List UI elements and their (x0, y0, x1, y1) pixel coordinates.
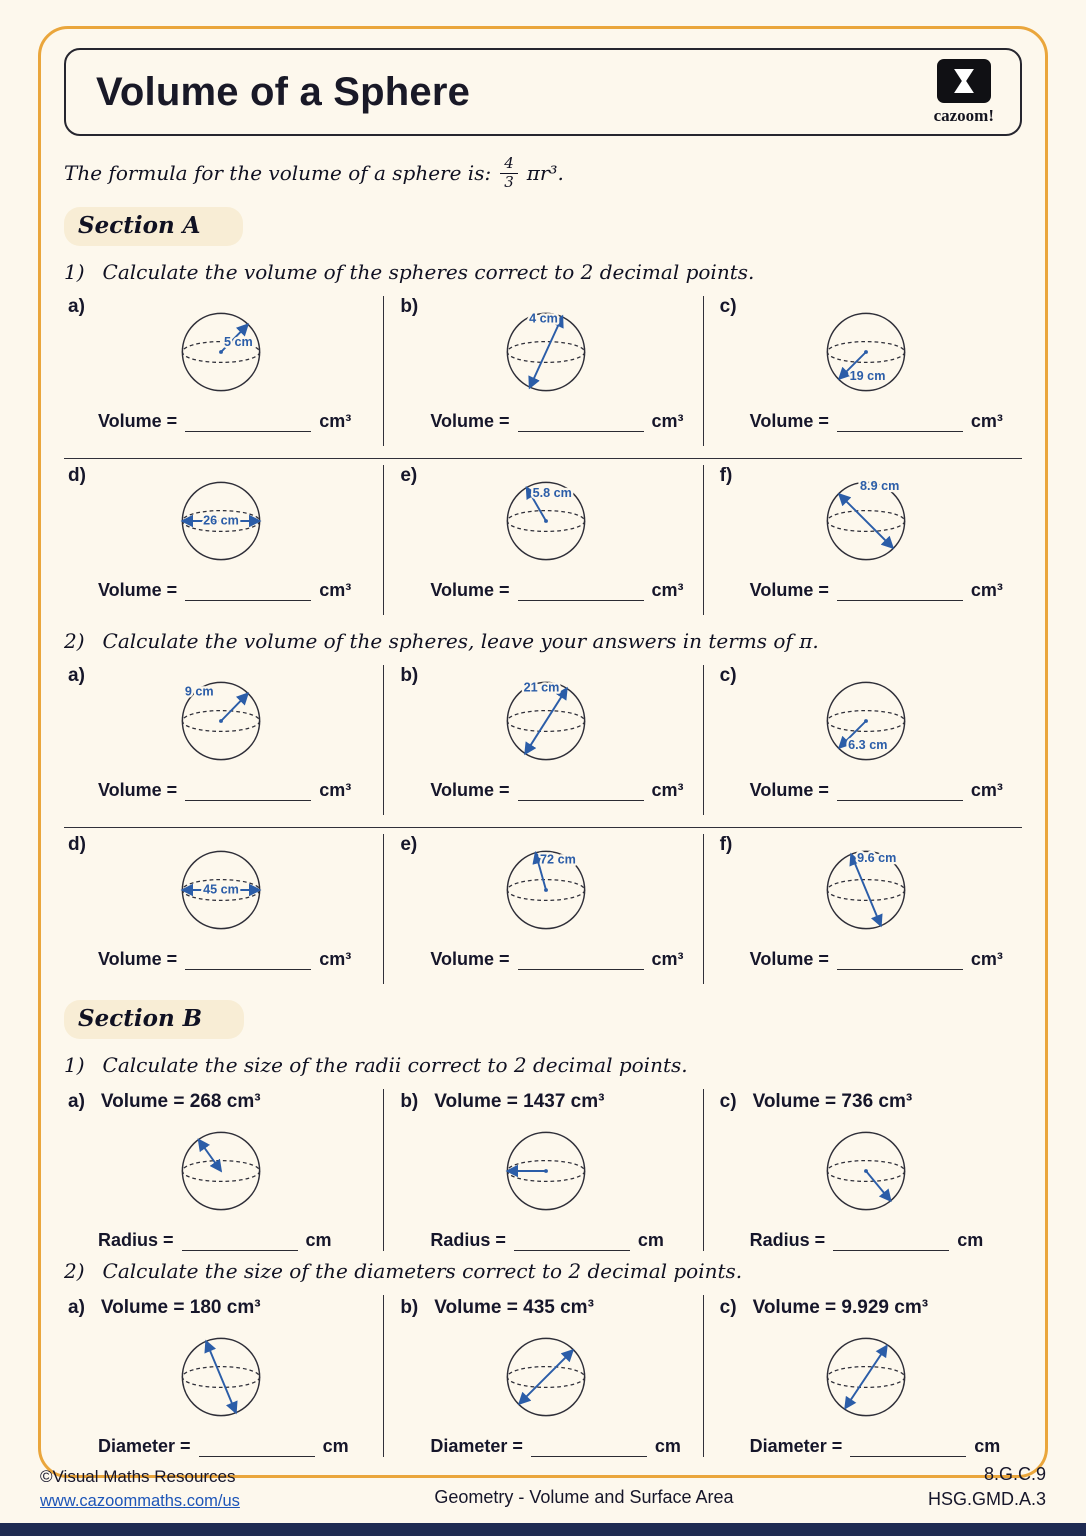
sphere-drawing (169, 469, 273, 573)
answer-unit: cm³ (319, 410, 352, 431)
problem-cell (703, 1089, 1022, 1251)
problem-row (64, 296, 1022, 459)
answer-unit: cm³ (651, 410, 684, 431)
measurement-label: 8.9 cm (859, 478, 900, 493)
formula-intro (64, 156, 1022, 191)
answer-label: Diameter = (98, 1435, 191, 1456)
question-a2 (64, 629, 1022, 653)
answer-blank (185, 410, 311, 432)
question-number: 1) (64, 1052, 85, 1077)
given-row (716, 1091, 1016, 1113)
answer-row (98, 410, 377, 432)
answer-unit: cm³ (651, 948, 684, 969)
problem-cell (383, 296, 702, 446)
sphere-figure (716, 469, 1016, 573)
answer-label: Volume = (430, 948, 510, 969)
center-dot (545, 1169, 549, 1173)
given-volume: Volume = 1437 cm³ (434, 1090, 605, 1112)
problem-letter: d) (68, 464, 86, 486)
sphere-drawing (814, 300, 918, 404)
measurement-label: 26 cm (202, 513, 239, 528)
given-row (716, 1297, 1016, 1319)
question-text: Calculate the size of the diameters correct to 2 decimal points. (102, 1258, 743, 1283)
answer-label: Volume = (98, 779, 178, 800)
question-b1 (64, 1053, 1022, 1077)
sphere-drawing (814, 1325, 918, 1429)
answer-blank (185, 779, 311, 801)
answer-label: Volume = (98, 410, 178, 431)
sphere-figure (64, 838, 377, 942)
answer-label: Volume = (430, 579, 510, 600)
problem-cell (703, 834, 1022, 984)
answer-row (98, 779, 377, 801)
diameter-arrow (851, 854, 881, 925)
problem-row (64, 1089, 1022, 1251)
sphere-drawing (814, 669, 918, 773)
footer-standards (928, 1462, 1046, 1512)
question-a1 (64, 260, 1022, 284)
answer-unit: cm (637, 1229, 664, 1250)
sphere-drawing (494, 1325, 598, 1429)
center-dot (545, 888, 549, 892)
answer-row (750, 1435, 1016, 1457)
problem-letter: b) (400, 1296, 419, 1318)
problem-letter: c) (719, 1296, 737, 1318)
formula-tail: πr³. (526, 161, 564, 186)
sphere-drawing (494, 1119, 598, 1223)
problem-letter: d) (68, 833, 86, 855)
answer-unit: cm³ (970, 410, 1003, 431)
answer-blank (182, 1229, 298, 1251)
answer-label: Volume = (98, 579, 178, 600)
sphere-figure (716, 300, 1016, 404)
answer-blank (837, 579, 963, 601)
answer-blank (837, 779, 963, 801)
sphere-figure (716, 838, 1016, 942)
answer-row (98, 1229, 377, 1251)
problem-letter: c) (719, 1090, 737, 1112)
sphere-drawing (169, 1325, 273, 1429)
sphere-drawing (169, 300, 273, 404)
answer-row (98, 579, 377, 601)
answer-unit: cm³ (970, 579, 1003, 600)
problem-letter: c) (719, 664, 737, 686)
radius-arrow (198, 1139, 220, 1170)
section-b-heading: Section B (64, 1000, 244, 1039)
sphere-figure (396, 1325, 696, 1429)
question-text: Calculate the volume of the spheres, leave your answers in terms of π. (102, 628, 819, 653)
sphere-drawing (169, 1119, 273, 1223)
measurement-label: 19 cm (849, 368, 886, 383)
given-volume: Volume = 435 cm³ (434, 1296, 594, 1318)
answer-label: Volume = (749, 410, 829, 431)
answer-row (750, 948, 1016, 970)
problem-cell (383, 1295, 702, 1457)
problem-row (64, 1295, 1022, 1457)
sphere-figure (64, 1119, 377, 1223)
problem-cell (703, 1295, 1022, 1457)
sphere-figure (64, 469, 377, 573)
problem-row (64, 665, 1022, 828)
problem-cell (703, 465, 1022, 615)
problem-cell (64, 1089, 383, 1251)
answer-blank (514, 1229, 630, 1251)
center-dot (864, 1169, 868, 1173)
question-number: 1) (64, 259, 85, 284)
problem-cell (64, 665, 383, 815)
problem-letter: a) (68, 1296, 85, 1318)
answer-blank (837, 948, 963, 970)
sphere-drawing (814, 469, 918, 573)
given-volume: Volume = 180 cm³ (100, 1296, 261, 1318)
page-title: Volume of a Sphere (96, 69, 471, 114)
problem-row (64, 465, 1022, 615)
problem-letter: a) (68, 1090, 85, 1112)
answer-label: Diameter = (430, 1435, 523, 1456)
sphere-figure (396, 469, 696, 573)
problem-cell (383, 834, 702, 984)
sphere-figure (396, 1119, 696, 1223)
problem-cell (64, 1295, 383, 1457)
answer-blank (518, 948, 644, 970)
problem-cell (64, 296, 383, 446)
problem-cell (703, 296, 1022, 446)
answer-label: Volume = (430, 410, 510, 431)
answer-unit: cm³ (319, 579, 352, 600)
diameter-arrow (530, 316, 563, 387)
diameter-arrow (526, 688, 568, 753)
center-dot (219, 719, 223, 723)
sphere-figure (716, 669, 1016, 773)
sphere-drawing (494, 469, 598, 573)
answer-unit: cm³ (651, 779, 684, 800)
center-dot (545, 519, 549, 523)
fraction-denominator: 3 (504, 172, 514, 191)
problem-letter: f) (719, 833, 733, 855)
answer-row (98, 948, 377, 970)
answer-unit: cm (322, 1435, 349, 1456)
formula-text: The formula for the volume of a sphere is: (64, 161, 492, 186)
sphere-drawing (169, 669, 273, 773)
measurement-label: 9.6 cm (856, 850, 897, 865)
answer-row (430, 579, 696, 601)
sphere-figure (396, 838, 696, 942)
diameter-arrow (206, 1341, 236, 1412)
footer (40, 1464, 1046, 1514)
logo-mark (937, 59, 991, 103)
sphere-figure (716, 1325, 1016, 1429)
measurement-label: 5.8 cm (533, 485, 573, 500)
answer-blank (199, 1435, 315, 1457)
answer-blank (185, 579, 311, 601)
answer-row (430, 1229, 696, 1251)
diameter-arrow (839, 494, 892, 547)
answer-unit: cm (305, 1229, 332, 1250)
measurement-label: 9 cm (184, 684, 214, 699)
hourglass-icon (947, 65, 981, 97)
answer-blank (185, 948, 311, 970)
sphere-figure (64, 300, 377, 404)
answer-blank (518, 779, 644, 801)
given-row (64, 1091, 377, 1113)
answer-unit: cm³ (319, 779, 352, 800)
problem-letter: e) (400, 464, 418, 486)
cazoom-logo (934, 59, 994, 126)
fraction-numerator: 4 (500, 156, 518, 174)
answer-label: Volume = (749, 948, 829, 969)
question-text: Calculate the size of the radii correct to 2 decimal points. (102, 1052, 688, 1077)
problem-cell (383, 465, 702, 615)
bottom-accent-bar (0, 1523, 1086, 1536)
answer-blank (531, 1435, 647, 1457)
answer-label: Diameter = (749, 1435, 843, 1456)
given-row (396, 1297, 696, 1319)
answer-label: Volume = (98, 948, 178, 969)
answer-unit: cm (654, 1435, 681, 1456)
radius-arrow (866, 1171, 891, 1201)
answer-unit: cm³ (970, 779, 1003, 800)
measurement-label: 5 cm (223, 334, 253, 349)
measurement-label: 72 cm (540, 851, 577, 866)
sphere-figure (396, 669, 696, 773)
given-row (396, 1091, 696, 1113)
diameter-arrow (520, 1350, 573, 1403)
problem-letter: a) (68, 664, 85, 686)
answer-unit: cm³ (651, 579, 684, 600)
answer-blank (833, 1229, 949, 1251)
problem-row (64, 834, 1022, 984)
answer-row (750, 410, 1016, 432)
given-volume: Volume = 736 cm³ (752, 1090, 913, 1112)
measurement-label: 6.3 cm (847, 737, 888, 752)
question-b2 (64, 1259, 1022, 1283)
measurement-label: 45 cm (202, 882, 239, 897)
answer-blank (518, 410, 644, 432)
problem-letter: b) (400, 1090, 419, 1112)
answer-unit: cm³ (970, 948, 1003, 969)
sphere-drawing (169, 838, 273, 942)
given-row (64, 1297, 377, 1319)
measurement-label: 4 cm (529, 310, 559, 325)
answer-label: Radius = (98, 1229, 174, 1250)
diameter-arrow (845, 1345, 887, 1407)
answer-label: Volume = (749, 579, 829, 600)
answer-row (750, 779, 1016, 801)
problem-cell (383, 1089, 702, 1251)
problem-letter: e) (400, 833, 418, 855)
given-volume: Volume = 9.929 cm³ (752, 1296, 929, 1318)
sphere-drawing (494, 838, 598, 942)
answer-label: Volume = (430, 779, 510, 800)
sphere-figure (396, 300, 696, 404)
answer-row (430, 1435, 696, 1457)
worksheet-content (64, 48, 1022, 1457)
sphere-drawing (814, 838, 918, 942)
center-dot (864, 719, 868, 723)
answer-blank (850, 1435, 966, 1457)
measurement-label: 21 cm (524, 679, 560, 694)
section-a-heading: Section A (64, 207, 243, 246)
brand-name: cazoom! (933, 105, 994, 125)
problem-letter: a) (68, 295, 85, 317)
sphere-figure (64, 669, 377, 773)
problem-cell (64, 834, 383, 984)
answer-unit: cm (957, 1229, 984, 1250)
sphere-figure (716, 1119, 1016, 1223)
answer-label: Radius = (430, 1229, 506, 1250)
answer-row (750, 1229, 1016, 1251)
website-link[interactable]: www.cazoommaths.com/us (40, 1492, 240, 1511)
answer-row (430, 779, 696, 801)
sphere-drawing (814, 1119, 918, 1223)
answer-label: Radius = (749, 1229, 826, 1250)
sphere-drawing (494, 300, 598, 404)
footer-topic: Geometry - Volume and Surface Area (434, 1487, 734, 1507)
problem-letter: c) (719, 295, 737, 317)
answer-unit: cm³ (319, 948, 352, 969)
answer-label: Volume = (749, 779, 829, 800)
radius-arrow (221, 693, 248, 720)
answer-row (430, 948, 696, 970)
copyright-text: ©Visual Maths Resources (40, 1467, 236, 1487)
sphere-drawing (494, 669, 598, 773)
standard-code-1: 8.G.C.9 (983, 1463, 1046, 1484)
problem-cell (383, 665, 702, 815)
answer-row (750, 579, 1016, 601)
standard-code-2: HSG.GMD.A.3 (927, 1488, 1046, 1509)
problem-letter: f) (719, 464, 733, 486)
problem-cell (703, 665, 1022, 815)
question-number: 2) (64, 628, 85, 653)
sphere-figure (64, 1325, 377, 1429)
answer-blank (837, 410, 963, 432)
problem-letter: b) (400, 664, 419, 686)
header (64, 48, 1022, 136)
answer-row (430, 410, 696, 432)
answer-unit: cm (974, 1435, 1001, 1456)
question-number: 2) (64, 1258, 85, 1283)
problem-letter: b) (400, 295, 419, 317)
fraction (500, 156, 518, 191)
question-text: Calculate the volume of the spheres correct to 2 decimal points. (102, 259, 755, 284)
problem-cell (64, 465, 383, 615)
answer-row (98, 1435, 377, 1457)
answer-blank (518, 579, 644, 601)
center-dot (864, 350, 868, 354)
footer-left (40, 1465, 240, 1514)
center-dot (219, 350, 223, 354)
given-volume: Volume = 268 cm³ (100, 1090, 261, 1112)
